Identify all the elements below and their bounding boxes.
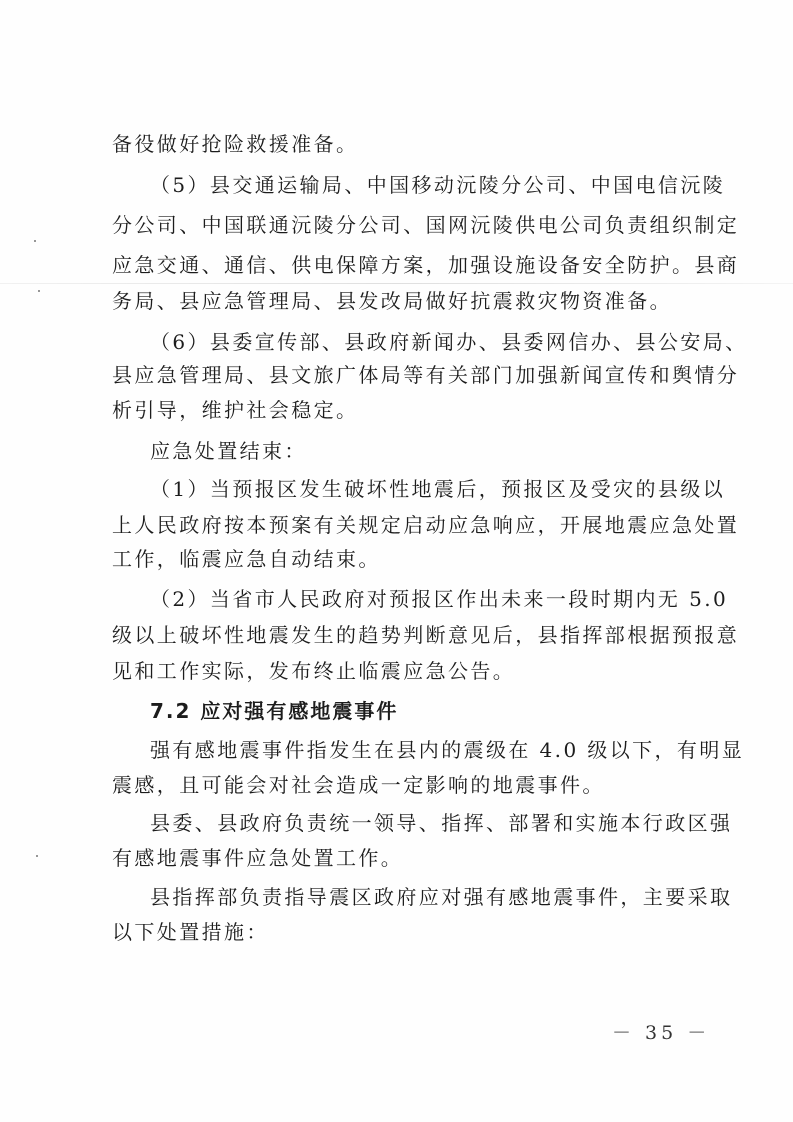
scan-speck <box>34 240 36 242</box>
body-line: 县应急管理局、县文旅广体局等有关部门加强新闻宣传和舆情分 <box>112 363 740 387</box>
page-number: － 35 － <box>612 1022 711 1044</box>
body-line: 分公司、中国联通沅陵分公司、国网沅陵供电公司负责组织制定 <box>112 213 740 237</box>
scan-artifact-line <box>0 283 793 284</box>
body-line: 以下处置措施： <box>112 920 269 944</box>
body-line: （6）县委宣传部、县政府新闻办、县委网信办、县公安局、 <box>150 330 748 354</box>
body-line: 应急交通、通信、供电保障方案，加强设施设备安全防护。县商 <box>112 253 740 277</box>
scan-speck <box>36 855 38 857</box>
scan-speck <box>38 290 40 292</box>
body-line: （5）县交通运输局、中国移动沅陵分公司、中国电信沅陵 <box>150 173 726 197</box>
body-line: 强有感地震事件指发生在县内的震级在 4.0 级以下，有明显 <box>150 738 745 762</box>
body-line: （2）当省市人民政府对预报区作出未来一段时期内无 5.0 <box>150 587 729 611</box>
body-line: 震感，且可能会对社会造成一定影响的地震事件。 <box>112 773 605 797</box>
body-line: 务局、县应急管理局、县发改局做好抗震救灾物资准备。 <box>112 289 672 313</box>
section-heading: 7.2 应对强有感地震事件 <box>150 699 399 723</box>
body-line: 见和工作实际，发布终止临震应急公告。 <box>112 659 516 683</box>
body-line: （1）当预报区发生破坏性地震后，预报区及受灾的县级以 <box>150 477 726 501</box>
body-line: 级以上破坏性地震发生的趋势判断意见后，县指挥部根据预报意 <box>112 623 740 647</box>
body-line: 县委、县政府负责统一领导、指挥、部署和实施本行政区强 <box>150 811 733 835</box>
body-line: 工作，临震应急自动结束。 <box>112 547 381 571</box>
body-line: 备役做好抢险救援准备。 <box>112 132 359 156</box>
body-line: 县指挥部负责指导震区政府应对强有感地震事件，主要采取 <box>150 885 733 909</box>
body-line: 析引导，维护社会稳定。 <box>112 398 359 422</box>
body-line: 应急处置结束： <box>150 439 307 463</box>
body-line: 有感地震事件应急处置工作。 <box>112 846 404 870</box>
body-line: 上人民政府按本预案有关规定启动应急响应，开展地震应急处置 <box>112 513 740 537</box>
